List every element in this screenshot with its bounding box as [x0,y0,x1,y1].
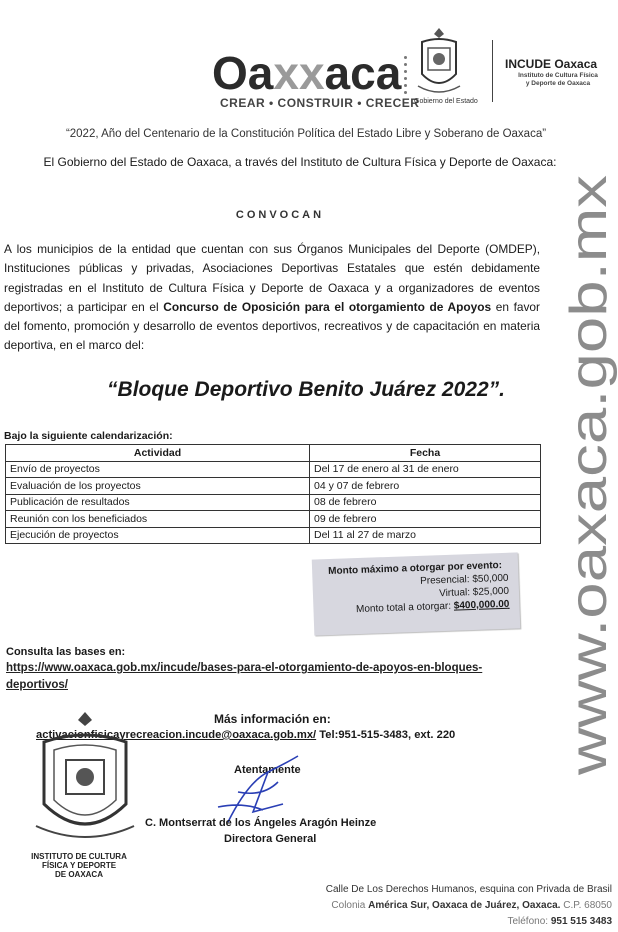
amounts-box [312,552,521,635]
address-colonia-label: Colonia [331,900,369,911]
table-row [6,511,541,528]
seal-text [14,852,144,879]
address-line2 [252,898,612,914]
phone-number: 951 515 3483 [550,916,612,927]
phone-label: Teléfono: [507,916,551,927]
amount-total-label: Monto total a otorgar: [355,600,455,616]
address-cp: C.P. 68050 [560,900,612,911]
handwritten-signature-icon [208,752,318,827]
logo-separator-dots [404,56,408,100]
gobierno-label: Gobierno del Estado [414,98,478,105]
cell-activity: Publicación de resultados [6,494,310,511]
column-header-activity: Actividad [6,445,310,462]
oaxaca-logo-wordmark [212,47,402,99]
address-line1: Calle De Los Derechos Humanos, esquina con Privada de Brasil [325,884,612,895]
column-header-date: Fecha [310,445,541,462]
cell-date: 08 de febrero [310,494,541,511]
amount-virtual: Virtual: $25,000 [438,585,510,600]
header-divider [492,40,493,102]
body-paragraph [4,240,540,356]
body-part1: A los municipios de la entidad que cuentan con sus Órganos Municipales del Deporte (OMDEP), Instituciones públicas y privadas, Asociaciones Deportivas Estatales que estén debidamente registradas en el Instituto de Cultura Física y Deporte de Oaxaca y a organizadores de eventos deportivos; a participar en el [4,242,540,314]
logo-suffix: aca [324,47,402,99]
convocan-heading: CONVOCAN [235,209,325,221]
side-url-watermark [562,170,618,780]
table-row [6,478,541,495]
seal-line1: INSTITUTO DE CULTURA [31,852,127,861]
side-url-text: www.oaxaca.gob.mx [560,298,618,775]
year-motto: “2022, Año del Centenario de la Constitución Política del Estado Libre y Soberano de Oaxaca” [65,128,547,140]
address-colonia: América Sur, Oaxaca de Juárez, Oaxaca. [368,900,561,911]
signer-title: Directora General [224,833,317,845]
amounts-heading: Monto máximo a otorgar por evento: [328,559,503,578]
bases-link[interactable]: https://www.oaxaca.gob.mx/incude/bases-para-el-otorgamiento-de-apoyos-en-bloques-deportivos/ [6,662,483,691]
logo-mid: xx [273,47,325,99]
seal-line2: FÍSICA Y DEPORTE [41,861,117,870]
calendar-label: Bajo la siguiente calendarización: [4,430,173,442]
footer-address [252,882,612,930]
body-part2: en favor del fomento, promoción y desarrollo de eventos deportivos, recreativos y de capacitación en materia deportiva, en el marco del: [4,299,541,353]
cell-activity: Reunión con los beneficiados [6,511,310,528]
table-row [6,494,541,511]
cell-activity: Evaluación de los proyectos [6,478,310,495]
phone-text: Tel:951-515-3483, ext. 220 [316,729,456,741]
cell-date: 04 y 07 de febrero [310,478,541,495]
table-header [6,445,541,462]
calendar-table [5,444,541,544]
cell-date: Del 11 al 27 de marzo [310,527,541,544]
logo-tagline: CREAR • CONSTRUIR • CRECER [220,96,420,110]
amount-total-value: $400,000.00 [453,598,510,612]
intro-paragraph: El Gobierno del Estado de Oaxaca, a través del Instituto de Cultura Física y Deporte de Oaxaca: [43,155,557,169]
bases-label: Consulta las bases en: [6,646,126,658]
address-line3 [252,914,612,930]
amount-presencial: Presencial: $50,000 [419,572,509,587]
institute-seal-icon [30,708,140,848]
signer-name: C. Montserrat de los Ángeles Aragón Heinze [145,817,377,829]
cell-activity: Envío de proyectos [6,461,310,478]
logo-prefix: Oa [212,47,274,99]
seal-line3: DE OAXACA [54,870,103,879]
body-bold: Concurso de Oposición para el otorgamiento de Apoyos [163,299,492,314]
table-row [6,527,541,544]
incude-subtitle-line2: y Deporte de Oaxaca [525,80,591,87]
incude-subtitle [512,72,604,88]
closing-text: Atentamente [234,764,301,776]
cell-date: Del 17 de enero al 31 de enero [310,461,541,478]
incude-title: INCUDE Oaxaca [505,57,598,71]
state-coat-of-arms-icon [414,26,464,98]
event-title: “Bloque Deportivo Benito Juárez 2022”. [107,378,505,401]
incude-subtitle-line1: Instituto de Cultura Física [518,72,598,79]
cell-date: 09 de febrero [310,511,541,528]
cell-activity: Ejecución de proyectos [6,527,310,544]
contact-heading: Más información en: [214,712,331,726]
table-row [6,461,541,478]
email-link[interactable]: activacionfisicayrecreacion.incude@oaxaca.gob.mx/ [36,729,317,741]
